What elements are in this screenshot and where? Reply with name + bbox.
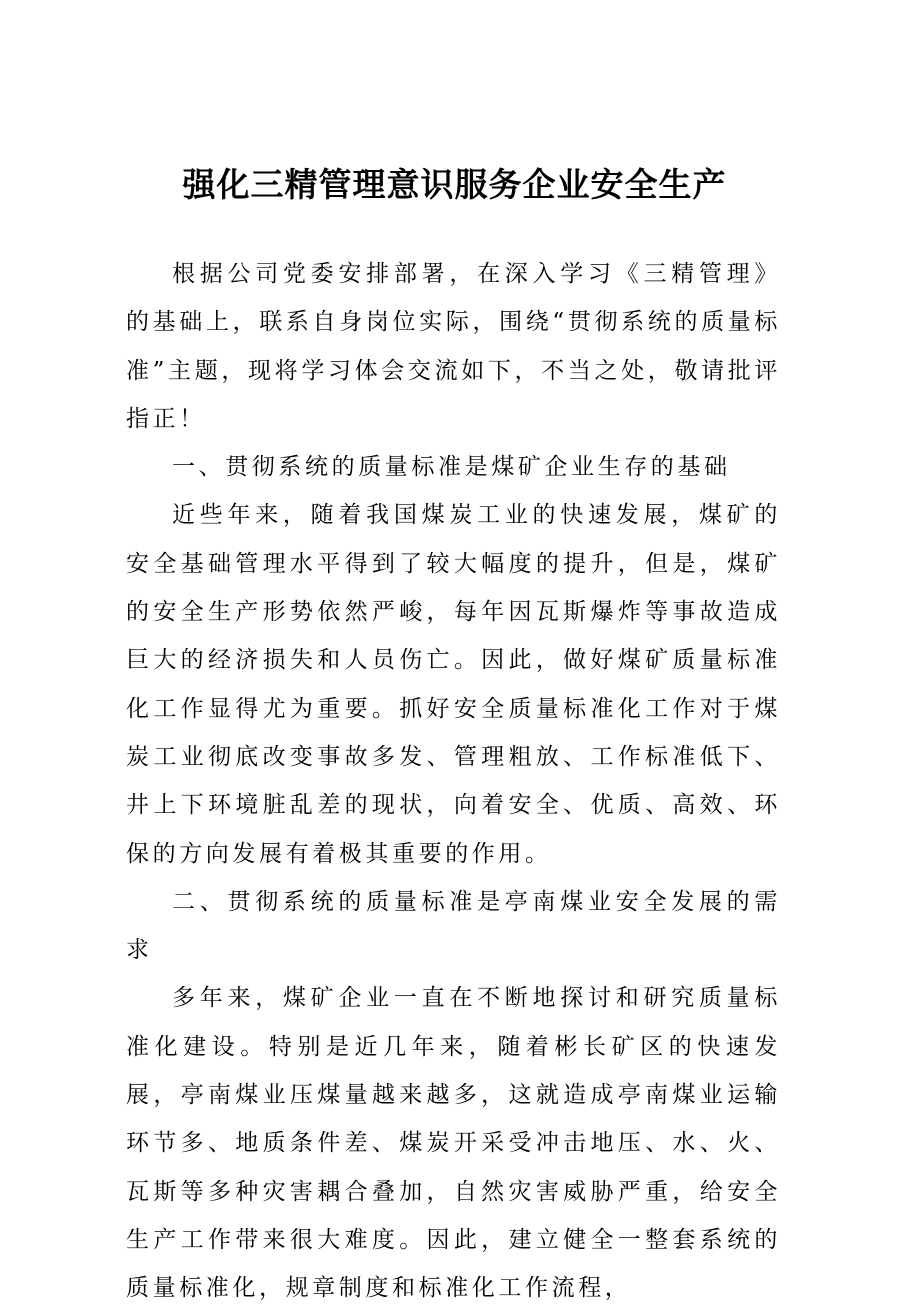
document-body — [126, 250, 781, 1313]
section-heading-2: 二、贯彻系统的质量标准是亭南煤业安全发展的需求 — [126, 888, 781, 964]
section-1-paragraph: 近些年来，随着我国煤炭工业的快速发展，煤矿的安全基础管理水平得到了较大幅度的提升，但是，煤矿的安全生产形势依然严峻，每年因瓦斯爆炸等事故造成巨大的经济损失和人员伤亡。因此，做好煤矿质量标准化工作显得尤为重要。抓好安全质量标准化工作对于煤炭工业彻底改变事故多发、管理粗放、工作标准低下、井上下环境脏乱差的现状，向着安全、优质、高效、环保的方向发展有着极其重要的作用。 — [126, 502, 781, 867]
document-title: 强化三精管理意识服务企业安全生产 — [182, 165, 727, 204]
section-heading-1: 一、贯彻系统的质量标准是煤矿企业生存的基础 — [172, 454, 731, 481]
section-2-paragraph: 多年来，煤矿企业一直在不断地探讨和研究质量标准化建设。特别是近几年来，随着彬长矿区的快速发展，亭南煤业压煤量越来越多，这就造成亭南煤业运输环节多、地质条件差、煤炭开采受冲击地压、水、火、瓦斯等多种灾害耦合叠加，自然灾害威胁严重，给安全生产工作带来很大难度。因此，建立健全一整套系统的质量标准化，规章制度和标准化工作流程， — [126, 985, 781, 1302]
intro-paragraph: 根据公司党委安排部署，在深入学习《三精管理》的基础上，联系自身岗位实际，围绕“贯彻系统的质量标准”主题，现将学习体会交流如下，不当之处，敬请批评指正！ — [126, 261, 781, 432]
